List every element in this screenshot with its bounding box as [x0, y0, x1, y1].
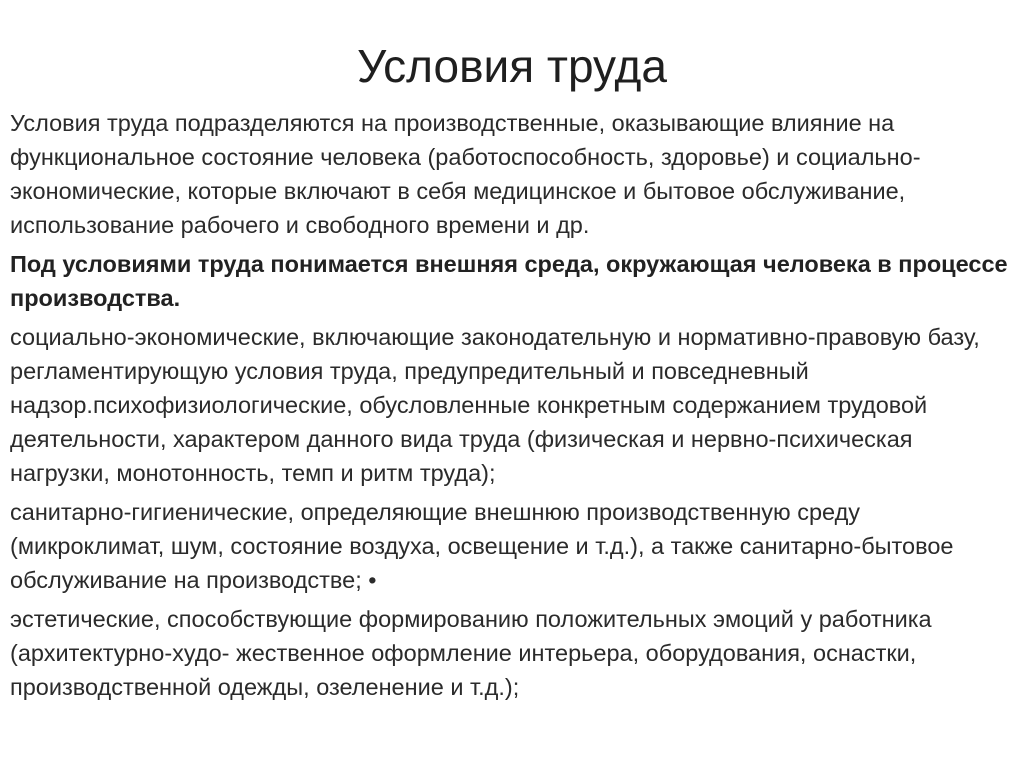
paragraph-sanitary: санитарно-гигиенические, определяющие внешнюю производственную среду (микроклимат, шум, состояние воздуха, освещение и т.д.), а также санитарно-бытовое обслуживание на производстве; • — [10, 499, 954, 593]
paragraph-aesthetic: эстетические, способствующие формированию положительных эмоций у работника (архитектурно-худо- жественное оформление интерьера, оборудования, оснастки, производственной одежды, озеленение и т.д.); — [10, 606, 932, 700]
paragraph-socio-economic: социально-экономические, включающие законодательную и нормативно-правовую базу, регламентирующую условия труда, предупредительный и повседневный надзор.психофизиологические, обусловленные конкретным содержанием трудовой деятельности, характером данного вида труда (физическая и нервно-психическая нагрузки, монотонность, темп и ритм труда); — [10, 324, 980, 486]
paragraph-intro: Условия труда подразделяются на производственные, оказывающие влияние на функциональное состояние человека (работоспособность, здоровье) и социально-экономические, которые включают в себя медицинское и бытовое обслуживание, использование рабочего и свободного времени и др. — [10, 110, 921, 238]
paragraph-definition: Под условиями труда понимается внешняя среда, окружающая человека в процессе производства. — [10, 251, 1008, 311]
slide-body — [10, 106, 1010, 709]
slide-title: Условия труда — [357, 40, 667, 92]
